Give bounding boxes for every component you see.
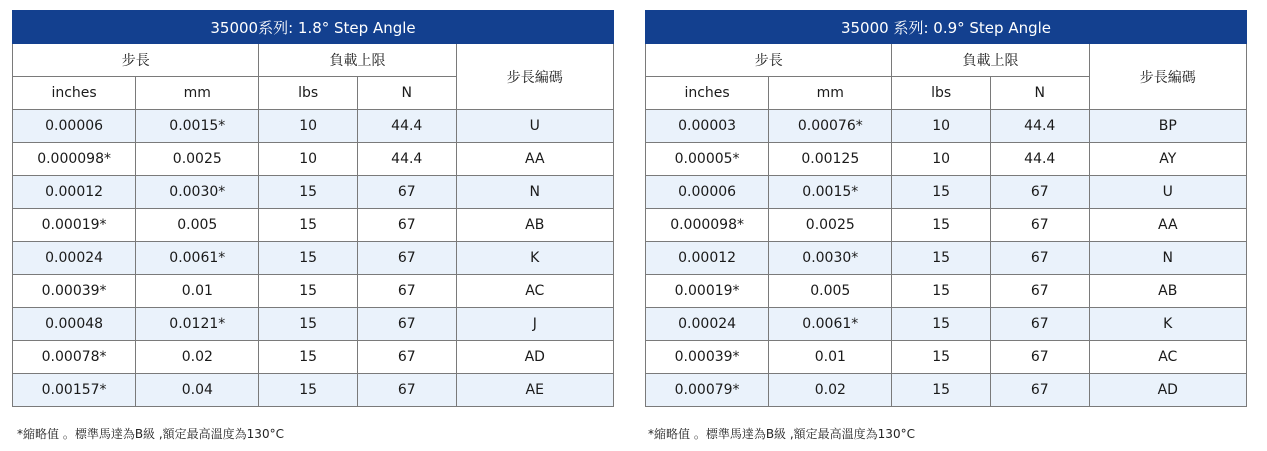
- cell-inches: 0.00019*: [646, 275, 769, 308]
- cell-step-code: AA: [456, 143, 613, 176]
- table-row: [646, 308, 1247, 341]
- table-row: [646, 143, 1247, 176]
- cell-inches: 0.00039*: [646, 341, 769, 374]
- table-body: [13, 110, 614, 407]
- cell-inches: 0.000098*: [646, 209, 769, 242]
- cell-inches: 0.00048: [13, 308, 136, 341]
- cell-lbs: 15: [259, 374, 358, 407]
- cell-n: 67: [357, 275, 456, 308]
- cell-mm: 0.0061*: [136, 242, 259, 275]
- table-row: [13, 275, 614, 308]
- table-body: [646, 110, 1247, 407]
- cell-lbs: 15: [259, 176, 358, 209]
- cell-inches: 0.000098*: [13, 143, 136, 176]
- header-lbs: lbs: [892, 77, 991, 110]
- cell-inches: 0.00003: [646, 110, 769, 143]
- header-inches: inches: [13, 77, 136, 110]
- cell-step-code: AD: [456, 341, 613, 374]
- cell-step-code: AB: [456, 209, 613, 242]
- cell-mm: 0.005: [136, 209, 259, 242]
- cell-mm: 0.04: [136, 374, 259, 407]
- cell-mm: 0.01: [769, 341, 892, 374]
- cell-step-code: N: [456, 176, 613, 209]
- cell-mm: 0.02: [136, 341, 259, 374]
- cell-inches: 0.00019*: [13, 209, 136, 242]
- header-step: 步長: [646, 44, 892, 77]
- table-row: [646, 341, 1247, 374]
- cell-step-code: U: [1089, 176, 1246, 209]
- cell-n: 67: [990, 341, 1089, 374]
- cell-mm: 0.0061*: [769, 308, 892, 341]
- cell-step-code: AE: [456, 374, 613, 407]
- cell-step-code: AB: [1089, 275, 1246, 308]
- table-row: [13, 242, 614, 275]
- table-row: [646, 242, 1247, 275]
- cell-mm: 0.01: [136, 275, 259, 308]
- table-row: [13, 176, 614, 209]
- cell-lbs: 15: [259, 242, 358, 275]
- cell-n: 67: [357, 374, 456, 407]
- cell-n: 67: [357, 209, 456, 242]
- header-step: 步長: [13, 44, 259, 77]
- table-row: [646, 275, 1247, 308]
- cell-step-code: AD: [1089, 374, 1246, 407]
- header-n: N: [990, 77, 1089, 110]
- cell-step-code: U: [456, 110, 613, 143]
- cell-inches: 0.00005*: [646, 143, 769, 176]
- cell-n: 44.4: [990, 143, 1089, 176]
- cell-mm: 0.005: [769, 275, 892, 308]
- step-table-0-9: [645, 10, 1247, 407]
- cell-mm: 0.0121*: [136, 308, 259, 341]
- cell-n: 44.4: [357, 110, 456, 143]
- cell-inches: 0.00079*: [646, 374, 769, 407]
- cell-inches: 0.00006: [13, 110, 136, 143]
- header-inches: inches: [646, 77, 769, 110]
- table-row: [13, 308, 614, 341]
- table-panel-0-9-step: [645, 10, 1247, 407]
- cell-lbs: 15: [892, 209, 991, 242]
- table-row: [13, 374, 614, 407]
- table-panel-1-8-step: [12, 10, 614, 407]
- cell-lbs: 15: [259, 341, 358, 374]
- cell-mm: 0.0025: [769, 209, 892, 242]
- table-row: [646, 209, 1247, 242]
- table-row: [13, 341, 614, 374]
- table-title: 35000 系列: 0.9° Step Angle: [646, 11, 1247, 44]
- cell-inches: 0.00039*: [13, 275, 136, 308]
- cell-inches: 0.00024: [646, 308, 769, 341]
- table-row: [13, 209, 614, 242]
- table-row: [646, 110, 1247, 143]
- cell-step-code: BP: [1089, 110, 1246, 143]
- cell-lbs: 15: [259, 209, 358, 242]
- cell-mm: 0.02: [769, 374, 892, 407]
- cell-n: 44.4: [990, 110, 1089, 143]
- table-row: [13, 143, 614, 176]
- cell-n: 67: [357, 308, 456, 341]
- cell-lbs: 15: [892, 176, 991, 209]
- table-title: 35000系列: 1.8° Step Angle: [13, 11, 614, 44]
- cell-n: 67: [990, 275, 1089, 308]
- table-row: [13, 110, 614, 143]
- cell-step-code: K: [1089, 308, 1246, 341]
- cell-n: 67: [357, 176, 456, 209]
- header-mm: mm: [136, 77, 259, 110]
- cell-n: 44.4: [357, 143, 456, 176]
- header-lbs: lbs: [259, 77, 358, 110]
- header-step-code: 步長編碼: [456, 44, 613, 110]
- cell-lbs: 15: [892, 308, 991, 341]
- cell-lbs: 10: [259, 143, 358, 176]
- cell-mm: 0.00076*: [769, 110, 892, 143]
- cell-lbs: 10: [892, 143, 991, 176]
- header-mm: mm: [769, 77, 892, 110]
- table-row: [646, 374, 1247, 407]
- header-n: N: [357, 77, 456, 110]
- cell-lbs: 15: [259, 275, 358, 308]
- cell-step-code: AA: [1089, 209, 1246, 242]
- cell-lbs: 15: [892, 275, 991, 308]
- cell-inches: 0.00012: [13, 176, 136, 209]
- cell-lbs: 15: [892, 242, 991, 275]
- cell-n: 67: [357, 341, 456, 374]
- cell-lbs: 15: [892, 374, 991, 407]
- cell-mm: 0.0030*: [136, 176, 259, 209]
- cell-inches: 0.00012: [646, 242, 769, 275]
- cell-lbs: 10: [259, 110, 358, 143]
- cell-n: 67: [990, 242, 1089, 275]
- cell-mm: 0.0030*: [769, 242, 892, 275]
- cell-lbs: 15: [892, 341, 991, 374]
- cell-inches: 0.00078*: [13, 341, 136, 374]
- cell-step-code: N: [1089, 242, 1246, 275]
- cell-inches: 0.00024: [13, 242, 136, 275]
- header-step-code: 步長編碼: [1089, 44, 1246, 110]
- cell-step-code: K: [456, 242, 613, 275]
- cell-n: 67: [357, 242, 456, 275]
- footnote: *縮略值 。標準馬達為B級 ,額定最高溫度為130°C: [17, 427, 284, 441]
- header-load-limit: 負載上限: [259, 44, 456, 77]
- cell-lbs: 10: [892, 110, 991, 143]
- cell-mm: 0.00125: [769, 143, 892, 176]
- footnote: *縮略值 。標準馬達為B級 ,額定最高溫度為130°C: [648, 427, 915, 441]
- cell-n: 67: [990, 176, 1089, 209]
- cell-mm: 0.0015*: [136, 110, 259, 143]
- cell-n: 67: [990, 374, 1089, 407]
- cell-mm: 0.0025: [136, 143, 259, 176]
- cell-step-code: AC: [456, 275, 613, 308]
- cell-n: 67: [990, 308, 1089, 341]
- header-load-limit: 負載上限: [892, 44, 1089, 77]
- step-table-1-8: [12, 10, 614, 407]
- cell-step-code: AC: [1089, 341, 1246, 374]
- cell-step-code: AY: [1089, 143, 1246, 176]
- cell-inches: 0.00157*: [13, 374, 136, 407]
- table-row: [646, 176, 1247, 209]
- cell-n: 67: [990, 209, 1089, 242]
- cell-mm: 0.0015*: [769, 176, 892, 209]
- cell-step-code: J: [456, 308, 613, 341]
- cell-lbs: 15: [259, 308, 358, 341]
- cell-inches: 0.00006: [646, 176, 769, 209]
